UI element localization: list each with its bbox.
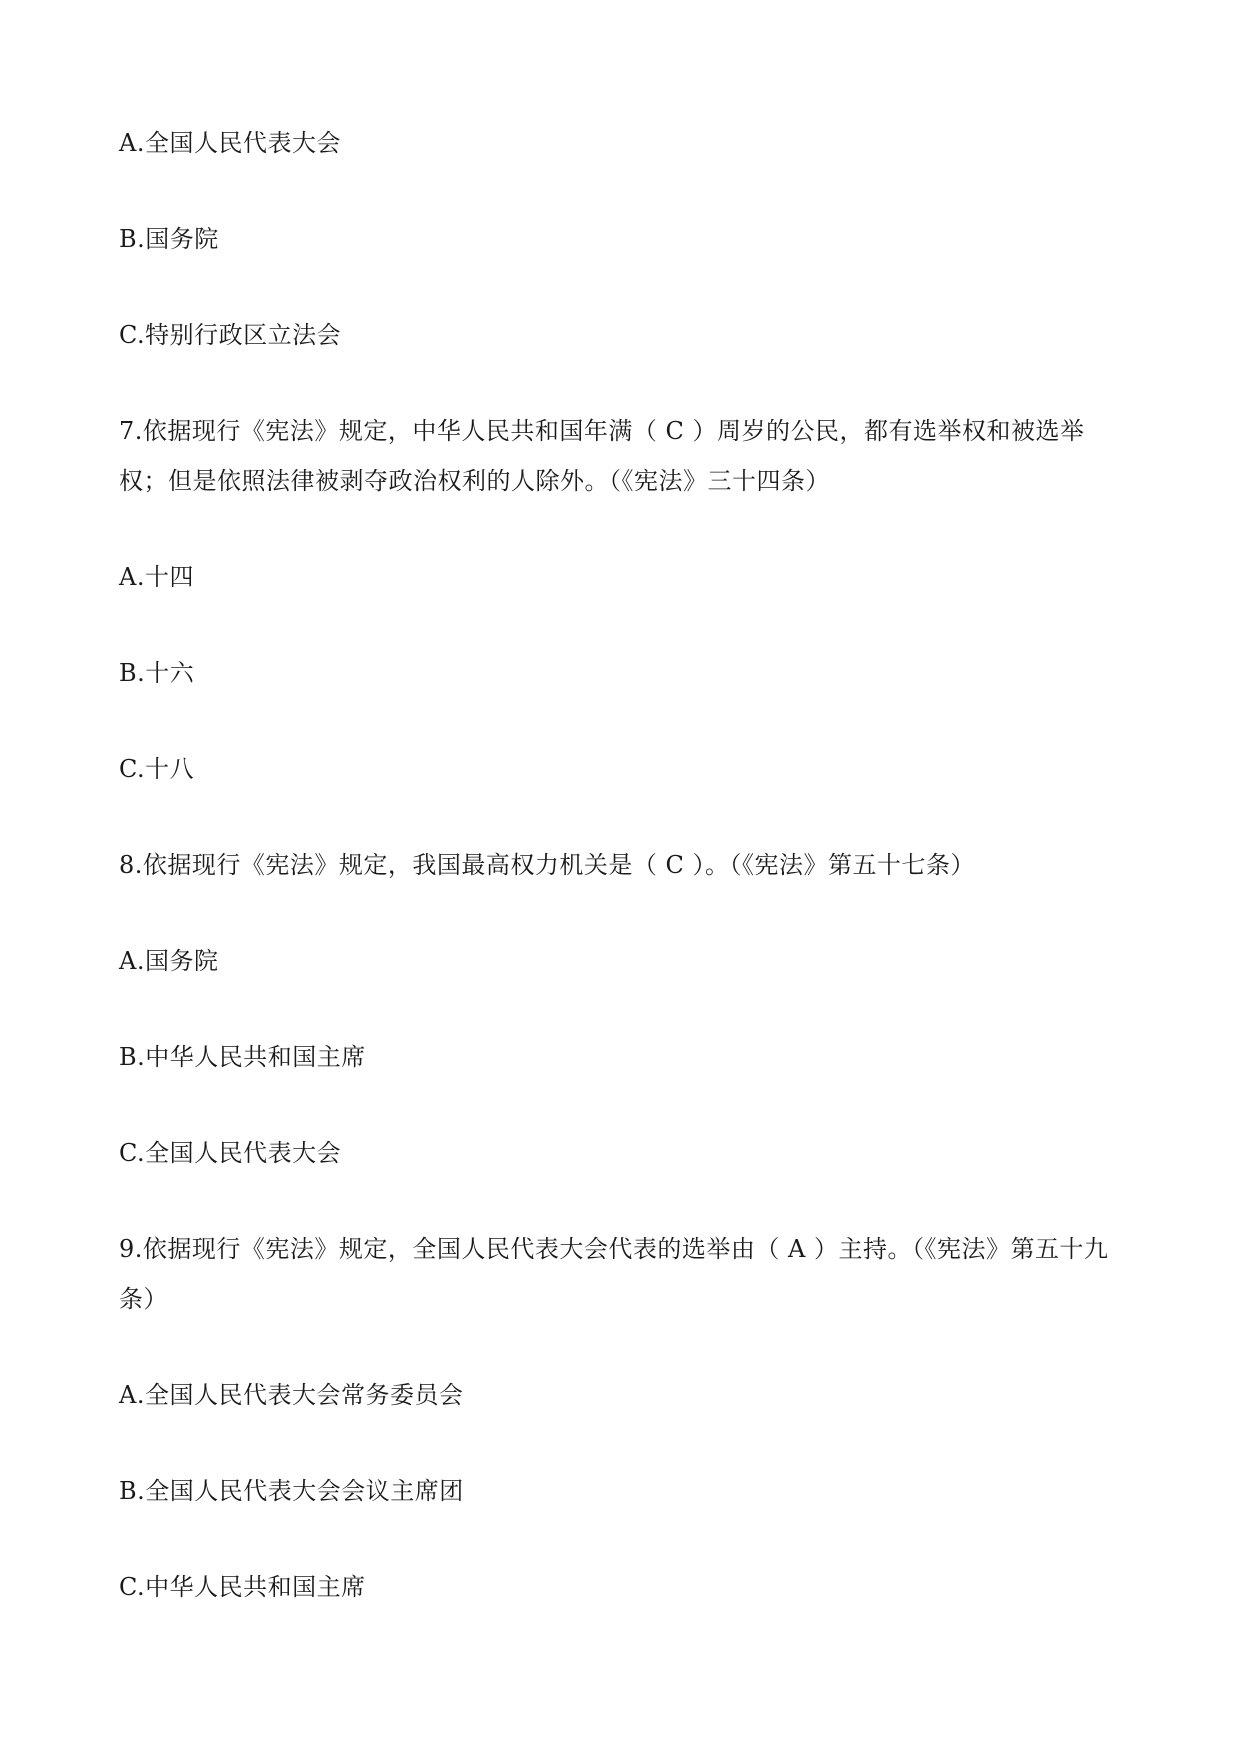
option-q9-b: B.全国人民代表大会会议主席团: [119, 1477, 464, 1505]
option-q8-c: C.全国人民代表大会: [119, 1139, 342, 1167]
option-q8-a: A.国务院: [119, 947, 219, 975]
option-q6-c: C.特别行政区立法会: [119, 321, 342, 349]
option-q6-a: A.全国人民代表大会: [119, 129, 341, 157]
option-q9-c: C.中华人民共和国主席: [119, 1573, 366, 1601]
option-q7-b: B.十六: [119, 659, 195, 687]
option-q6-b: B.国务院: [119, 225, 219, 253]
option-q7-a: A.十四: [119, 563, 194, 591]
question-9: 9.依据现行《宪法》规定，全国人民代表大会代表的选举由（ A ）主持。（《宪法》第五十九条）: [119, 1235, 1109, 1313]
option-q8-b: B.中华人民共和国主席: [119, 1043, 366, 1071]
option-q7-c: C.十八: [119, 755, 195, 783]
option-q9-a: A.全国人民代表大会常务委员会: [119, 1381, 464, 1409]
question-8: 8.依据现行《宪法》规定，我国最高权力机关是（ C ）。（《宪法》第五十七条）: [119, 851, 976, 879]
question-7: 7.依据现行《宪法》规定，中华人民共和国年满（ C ）周岁的公民，都有选举权和被选举权；但是依照法律被剥夺政治权利的人除外。（《宪法》三十四条）: [119, 417, 1085, 495]
